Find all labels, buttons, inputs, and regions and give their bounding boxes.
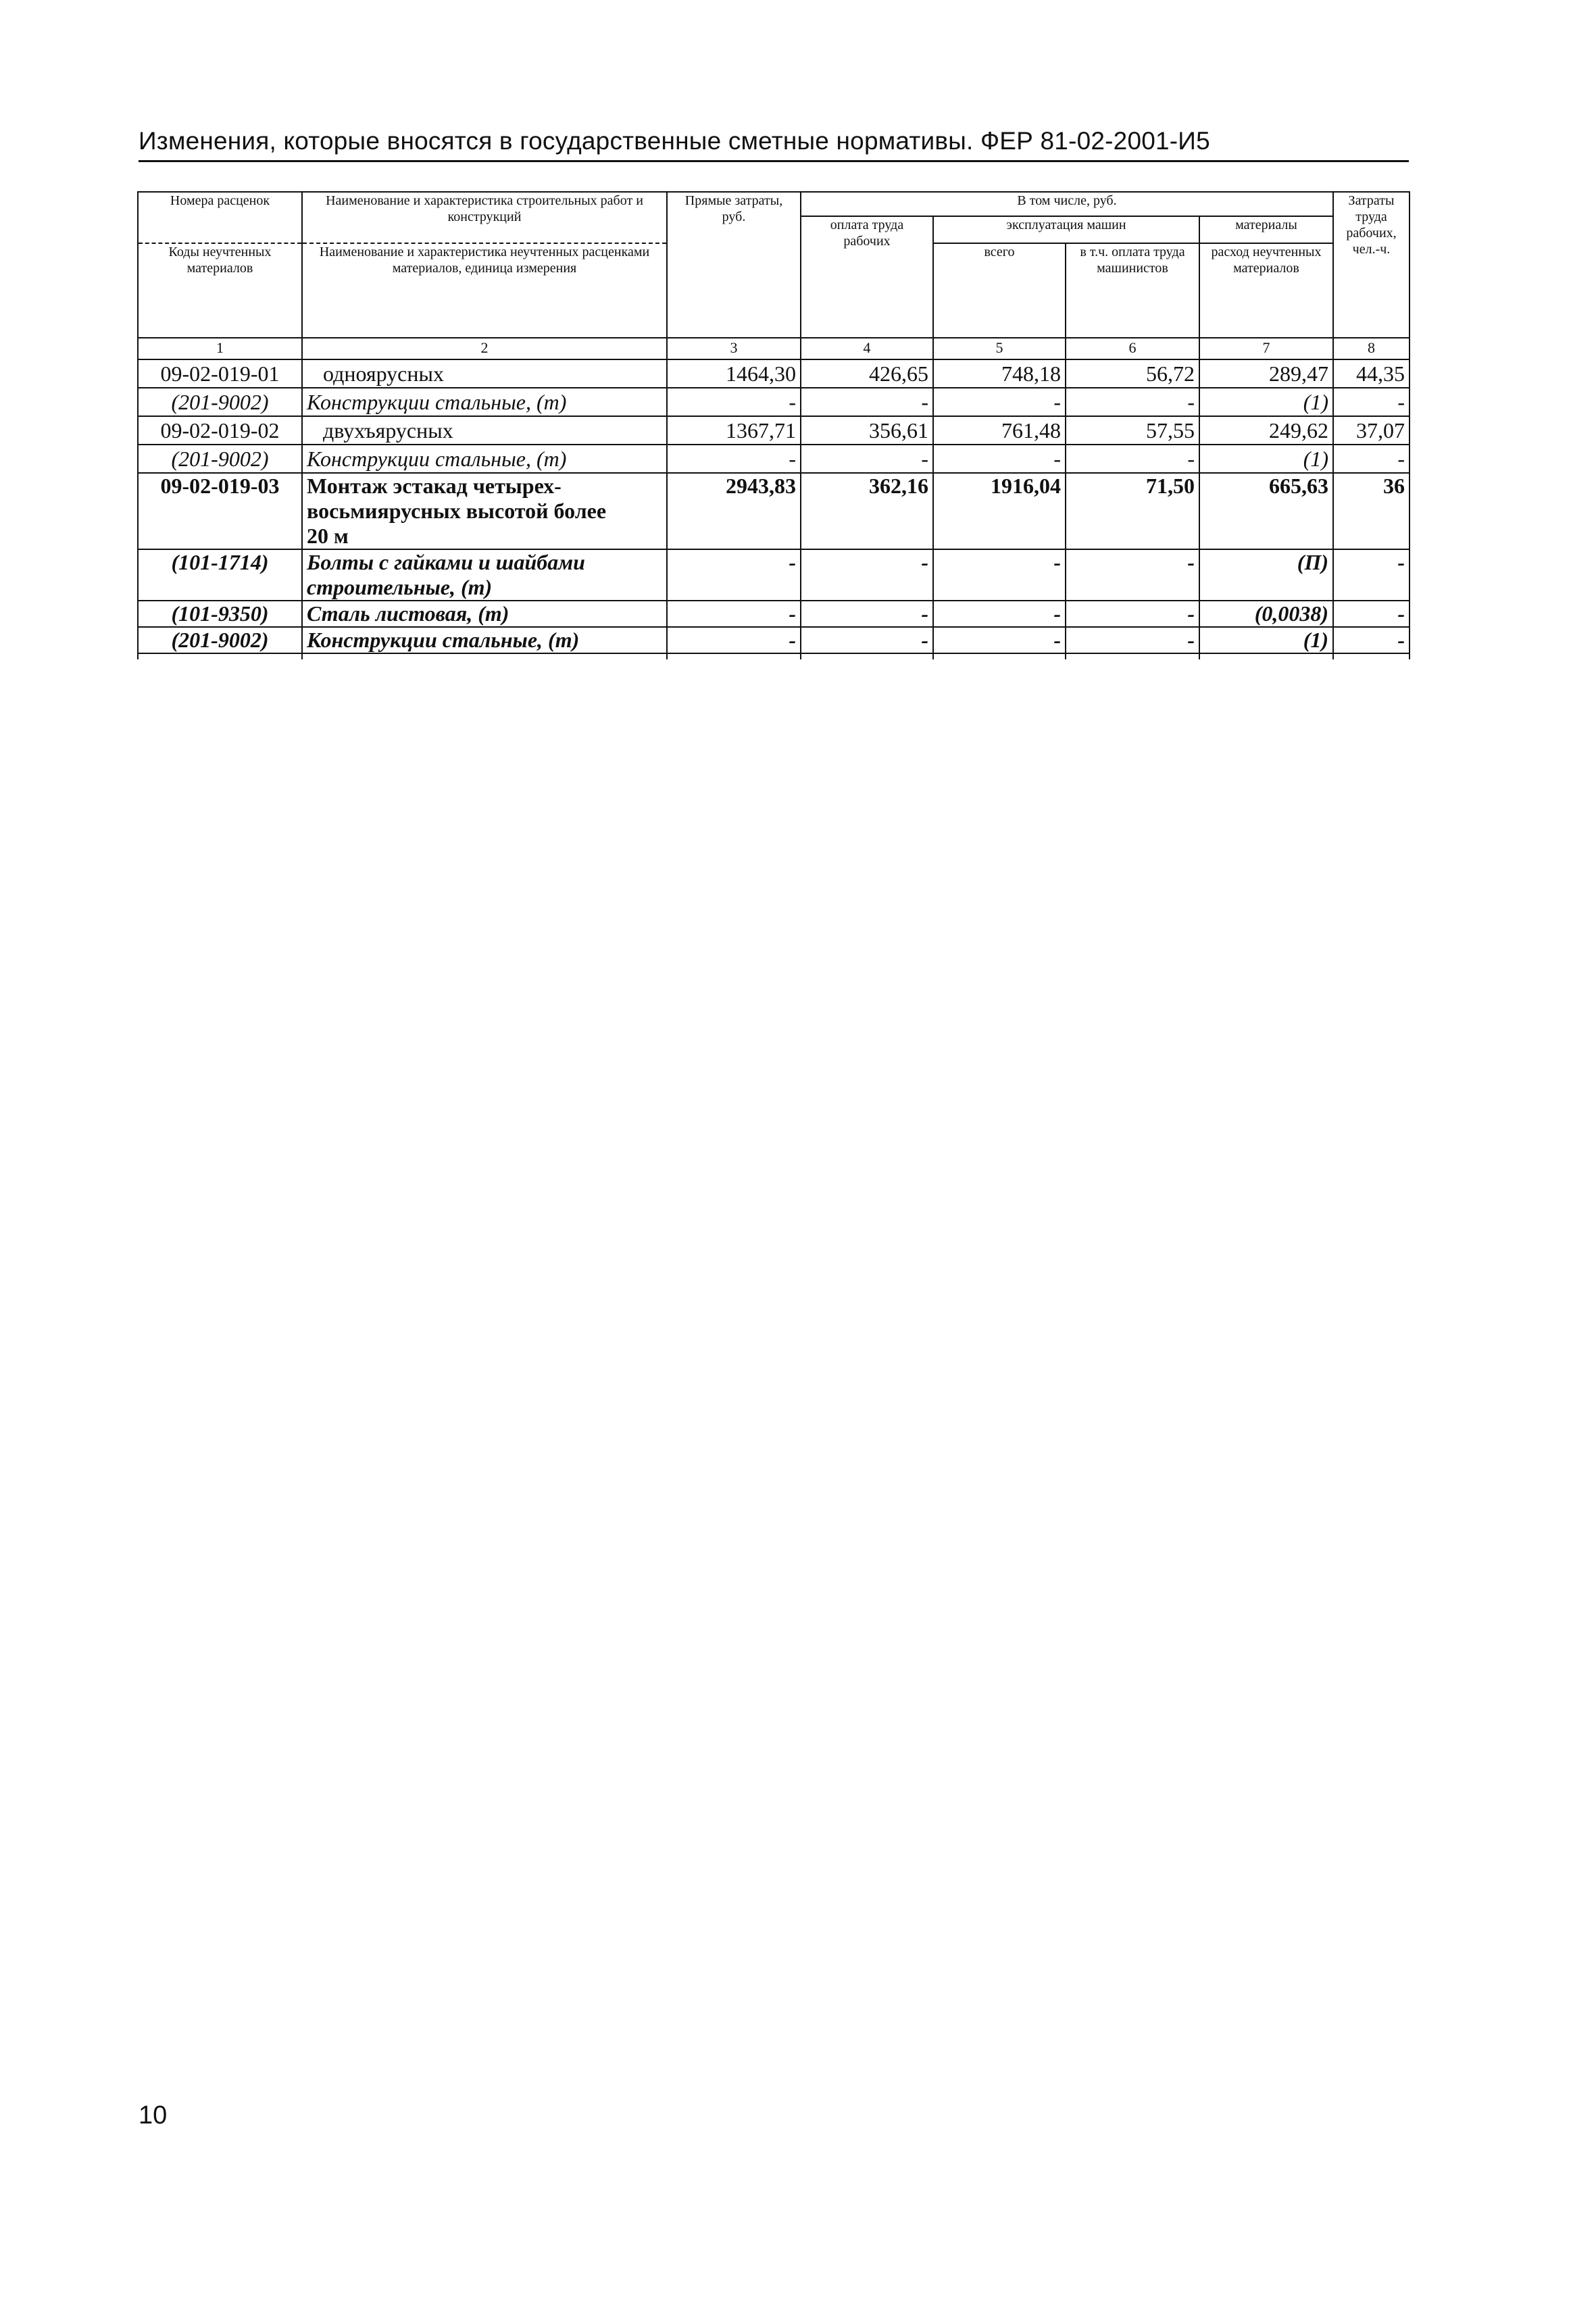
header-including: В том числе, руб. xyxy=(801,192,1333,216)
material-usage: 665,63 xyxy=(1199,473,1333,549)
material-usage: (1) xyxy=(1199,445,1333,473)
material-name: Конструкции стальные, (т) xyxy=(302,627,667,653)
machines-total: 761,48 xyxy=(933,416,1066,445)
worker-pay: - xyxy=(801,445,933,473)
table-row xyxy=(138,473,1410,549)
material-usage: (П) xyxy=(1199,549,1333,601)
header-material-names: Наименование и характеристика неучтенных расценками материалов, единица измерения xyxy=(302,243,667,338)
table-row xyxy=(138,359,1410,388)
labor-costs: - xyxy=(1333,627,1410,653)
table-continuation xyxy=(138,653,1410,659)
material-usage: 289,47 xyxy=(1199,359,1333,388)
material-code: (101-9350) xyxy=(138,601,302,627)
machines-total: 748,18 xyxy=(933,359,1066,388)
material-usage: (0,0038) xyxy=(1199,601,1333,627)
labor-costs: 37,07 xyxy=(1333,416,1410,445)
table-row xyxy=(138,627,1410,653)
material-name: Конструкции стальные, (т) xyxy=(302,388,667,416)
machinist-pay: - xyxy=(1066,627,1199,653)
header-machinist-pay: в т.ч. оплата труда машинистов xyxy=(1066,243,1199,338)
direct-costs: - xyxy=(667,445,801,473)
worker-pay: 426,65 xyxy=(801,359,933,388)
worker-pay: - xyxy=(801,549,933,601)
material-name: Сталь листовая, (т) xyxy=(302,601,667,627)
material-code: (201-9002) xyxy=(138,627,302,653)
column-number: 6 xyxy=(1066,338,1199,359)
column-number: 7 xyxy=(1199,338,1333,359)
worker-pay: - xyxy=(801,627,933,653)
table-row xyxy=(138,549,1410,601)
work-name: одноярусных xyxy=(302,359,667,388)
machinist-pay: - xyxy=(1066,445,1199,473)
machines-total: 1916,04 xyxy=(933,473,1066,549)
header-rate-numbers: Номера расценок xyxy=(138,192,302,243)
work-name-line: восьмиярусных высотой более xyxy=(307,499,607,523)
page-number: 10 xyxy=(139,2101,168,2130)
material-name-line: Болты с гайками и шайбами xyxy=(307,550,585,574)
machinist-pay: - xyxy=(1066,601,1199,627)
table-row xyxy=(138,416,1410,445)
column-number: 2 xyxy=(302,338,667,359)
material-usage: (1) xyxy=(1199,388,1333,416)
table-row xyxy=(138,445,1410,473)
machines-total: - xyxy=(933,601,1066,627)
direct-costs: - xyxy=(667,388,801,416)
machinist-pay: - xyxy=(1066,549,1199,601)
table-row xyxy=(138,388,1410,416)
column-number: 3 xyxy=(667,338,801,359)
labor-costs: 44,35 xyxy=(1333,359,1410,388)
header-worker-pay: оплата труда рабочих xyxy=(801,216,933,338)
material-usage: 249,62 xyxy=(1199,416,1333,445)
labor-costs: - xyxy=(1333,445,1410,473)
header-material-usage: расход неучтенных материалов xyxy=(1199,243,1333,338)
direct-costs: 1464,30 xyxy=(667,359,801,388)
worker-pay: 356,61 xyxy=(801,416,933,445)
work-name-line: Монтаж эстакад четырех- xyxy=(307,474,562,498)
direct-costs: - xyxy=(667,549,801,601)
column-number: 8 xyxy=(1333,338,1410,359)
work-name xyxy=(302,473,667,549)
column-number: 5 xyxy=(933,338,1066,359)
labor-costs: - xyxy=(1333,388,1410,416)
machinist-pay: 57,55 xyxy=(1066,416,1199,445)
column-number: 1 xyxy=(138,338,302,359)
machines-total: - xyxy=(933,445,1066,473)
material-code: (201-9002) xyxy=(138,445,302,473)
header-labor-costs: Затраты труда рабочих, чел.-ч. xyxy=(1333,192,1410,338)
column-number: 4 xyxy=(801,338,933,359)
material-name: Конструкции стальные, (т) xyxy=(302,445,667,473)
worker-pay: - xyxy=(801,601,933,627)
header-machines-total: всего xyxy=(933,243,1066,338)
labor-costs: - xyxy=(1333,549,1410,601)
material-code: (101-1714) xyxy=(138,549,302,601)
machinist-pay: - xyxy=(1066,388,1199,416)
material-code: (201-9002) xyxy=(138,388,302,416)
direct-costs: 1367,71 xyxy=(667,416,801,445)
norms-table xyxy=(137,191,1410,659)
work-name-line: 20 м xyxy=(307,524,349,548)
rate-code: 09-02-019-02 xyxy=(138,416,302,445)
machines-total: - xyxy=(933,627,1066,653)
material-usage: (1) xyxy=(1199,627,1333,653)
material-name xyxy=(302,549,667,601)
labor-costs: 36 xyxy=(1333,473,1410,549)
labor-costs: - xyxy=(1333,601,1410,627)
header-material-codes: Коды неучтенных материалов xyxy=(138,243,302,338)
worker-pay: - xyxy=(801,388,933,416)
header-direct-costs: Прямые затраты, руб. xyxy=(667,192,801,338)
machines-total: - xyxy=(933,388,1066,416)
machinist-pay: 56,72 xyxy=(1066,359,1199,388)
direct-costs: - xyxy=(667,601,801,627)
rate-code: 09-02-019-03 xyxy=(138,473,302,549)
machines-total: - xyxy=(933,549,1066,601)
header-divider xyxy=(139,160,1409,162)
worker-pay: 362,16 xyxy=(801,473,933,549)
header-materials: материалы xyxy=(1199,216,1333,243)
work-name: двухъярусных xyxy=(302,416,667,445)
direct-costs: - xyxy=(667,627,801,653)
rate-code: 09-02-019-01 xyxy=(138,359,302,388)
material-name-line: строительные, (т) xyxy=(307,575,493,599)
page-title: Изменения, которые вносятся в государственные сметные нормативы. ФЕР 81-02-2001-И5 xyxy=(139,127,1210,155)
table-row xyxy=(138,601,1410,627)
header-machines: эксплуатация машин xyxy=(933,216,1199,243)
machinist-pay: 71,50 xyxy=(1066,473,1199,549)
direct-costs: 2943,83 xyxy=(667,473,801,549)
header-work-name: Наименование и характеристика строительных работ и конструкций xyxy=(302,192,667,243)
